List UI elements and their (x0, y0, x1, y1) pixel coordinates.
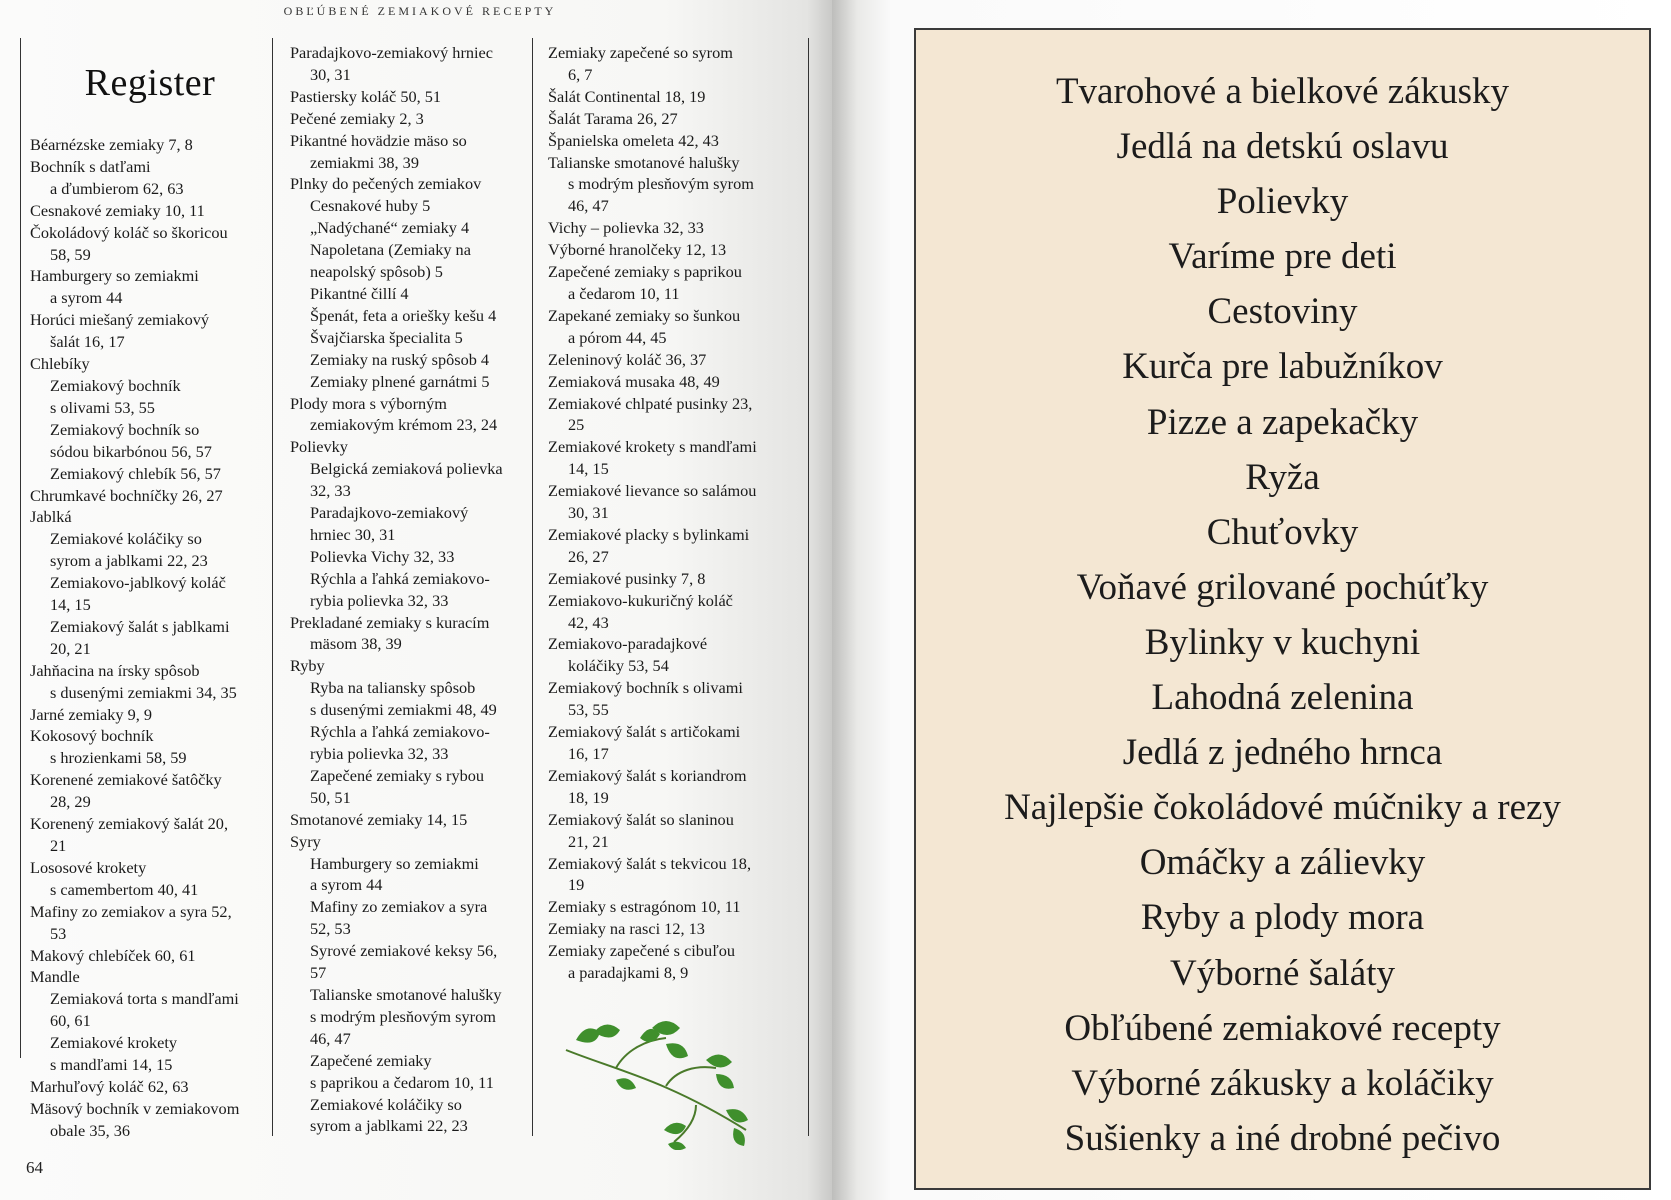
index-entry: hrniec 30, 31 (310, 524, 396, 544)
index-entry: 52, 53 (310, 919, 351, 939)
index-entry: s hrozienkami 58, 59 (50, 748, 187, 768)
series-box (914, 28, 1651, 1190)
index-entry: s dusenými zemiakmi 34, 35 (50, 682, 237, 702)
index-entry: Zemiakový bochník s olivami (548, 678, 743, 698)
index-entry: Korenený zemiakový šalát 20, (30, 814, 229, 834)
index-entry: Lososové krokety (30, 857, 147, 877)
index-entry: Zemiaková torta s mandľami (50, 989, 239, 1009)
index-entry: Zemiakovo-paradajkové (548, 634, 708, 654)
index-entry: 25 (568, 415, 585, 435)
index-entry: Jarné zemiaky 9, 9 (30, 704, 153, 724)
index-entry: Rýchla a ľahká zemiakovo- (310, 722, 490, 742)
series-title: Bylinky v kuchyni (1144, 621, 1421, 663)
index-entry: Plody mora s výborným (290, 393, 447, 413)
index-entry: s modrým plesňovým syrom (310, 1006, 496, 1026)
index-entry: Zemiakový šalát s tekvicou 18, (548, 853, 752, 873)
index-entry: 14, 15 (568, 459, 609, 479)
index-entry: Korenené zemiakové šatôčky (30, 770, 222, 790)
column-rule (532, 38, 533, 1136)
index-entry: „Nadýchané“ zemiaky 4 (310, 218, 470, 238)
index-entry: Ryby (290, 656, 325, 676)
column-rule (272, 38, 273, 1136)
index-entry: Zemiakový šalát s koriandrom (548, 765, 747, 785)
page-number: 64 (26, 1158, 43, 1177)
column-rule (20, 38, 21, 1058)
index-entry: Hamburgery so zemiakmi (310, 853, 479, 873)
series-title: Ryby a plody mora (1140, 897, 1425, 939)
index-entry: s dusenými zemiakmi 48, 49 (310, 700, 497, 720)
series-title: Sušienky a iné drobné pečivo (1064, 1117, 1501, 1159)
index-entry: Zapečené zemiaky (310, 1050, 432, 1070)
series-title: Jedlá na detskú oslavu (1116, 126, 1449, 168)
index-entry: 14, 15 (50, 595, 91, 615)
index-entry: 57 (310, 963, 327, 983)
index-entry: Pikantné čillí 4 (310, 283, 409, 303)
index-entry: Jablká (30, 507, 72, 527)
index-entry: Ryba na taliansky spôsob (310, 678, 476, 698)
series-title: Ryža (1245, 456, 1320, 498)
index-entry: koláčiky 53, 54 (568, 656, 669, 676)
index-entry: Zemiakový chlebík 56, 57 (50, 463, 221, 483)
index-entry: Španielska omeleta 42, 43 (548, 130, 719, 150)
index-entry: 60, 61 (50, 1011, 91, 1031)
index-entry: Napoletana (Zemiaky na (310, 240, 471, 260)
index-entry: 20, 21 (50, 638, 91, 658)
index-entry: 30, 31 (310, 64, 351, 84)
index-entry: sódou bikarbónou 56, 57 (50, 441, 212, 461)
series-title: Jedlá z jedného hrnca (1122, 732, 1443, 774)
index-entry: a syrom 44 (50, 288, 123, 308)
index-entry: Béarnézske zemiaky 7, 8 (30, 135, 193, 154)
index-entry: Zemiaky zapečené s cibuľou (548, 941, 735, 961)
index-entry: Zemiaky s estragónom 10, 11 (548, 897, 741, 917)
series-title: Pizze a zapekačky (1146, 401, 1419, 443)
index-entry: s olivami 53, 55 (50, 397, 155, 417)
index-entry: syrom a jablkami 22, 23 (50, 551, 208, 571)
index-column-3 (548, 42, 757, 984)
index-entry: Zemiakové lievance so salámou (548, 481, 757, 501)
series-title: Výborné šaláty (1169, 952, 1396, 994)
index-column-2 (290, 42, 503, 1137)
index-entry: Zemiakové krokety (50, 1033, 178, 1053)
index-entry: 46, 47 (310, 1028, 351, 1048)
index-entry: Šalát Continental 18, 19 (548, 86, 706, 106)
index-entry: a paradajkami 8, 9 (568, 963, 689, 983)
column-rule (808, 38, 809, 1136)
index-entry: 58, 59 (50, 244, 91, 264)
index-entry: Plnky do pečených zemiakov (290, 174, 482, 194)
series-title: Tvarohové a bielkové zákusky (1055, 71, 1510, 112)
index-entry: Zemiakové chlpaté pusinky 23, (548, 393, 753, 413)
index-entry: Zemiaky na rasci 12, 13 (548, 919, 705, 939)
index-entry: Polievky (290, 437, 348, 457)
index-entry: Výborné hranolčeky 12, 13 (548, 240, 727, 260)
index-entry: Jahňacina na írsky spôsob (30, 660, 200, 680)
index-entry: syrom a jablkami 22, 23 (310, 1116, 468, 1136)
index-entry: Polievka Vichy 32, 33 (310, 546, 455, 566)
index-entry: Pečené zemiaky 2, 3 (290, 108, 424, 128)
index-entry: neapolský spôsob) 5 (310, 262, 443, 282)
index-entry: a pórom 44, 45 (568, 327, 667, 347)
index-entry: Zemiakový bochník so (50, 419, 200, 439)
index-entry: Makový chlebíček 60, 61 (30, 945, 196, 965)
series-title: Najlepšie čokoládové múčniky a rezy (1004, 787, 1561, 829)
index-entry: a syrom 44 (310, 875, 383, 895)
index-column-1 (30, 134, 239, 1142)
index-entry: Syrové zemiakové keksy 56, (310, 941, 498, 961)
index-entry: Zemiaky na ruský spôsob 4 (310, 349, 490, 369)
index-entry: Prekladané zemiaky s kuracím (290, 612, 490, 632)
index-entry: Syry (290, 831, 321, 851)
index-entry: 46, 47 (568, 196, 609, 216)
index-entry: Mafiny zo zemiakov a syra (310, 897, 488, 917)
index-entry: Zemiakové koláčiky so (310, 1094, 462, 1114)
index-entry: Paradajkovo-zemiakový (310, 503, 469, 523)
index-entry: Talianske smotanové halušky (548, 152, 740, 172)
index-entry: 32, 33 (310, 481, 351, 501)
index-entry: Zemiaková musaka 48, 49 (548, 371, 720, 391)
index-entry: Zemiakovo-jablkový koláč (50, 573, 226, 593)
series-title: Omáčky a zálievky (1139, 842, 1426, 884)
index-entry: Zemiakový bochník (50, 375, 181, 395)
index-entry: a čedarom 10, 11 (568, 283, 680, 303)
index-entry: zemiakovým krémom 23, 24 (310, 415, 498, 435)
index-entry: Zemiakové placky s bylinkami (548, 524, 750, 544)
index-entry: Chrumkavé bochníčky 26, 27 (30, 485, 223, 505)
index-entry: rybia polievka 32, 33 (310, 744, 449, 763)
index-entry: 42, 43 (568, 612, 609, 632)
index-entry: 18, 19 (568, 787, 609, 807)
index-entry: Čokoládový koláč so škoricou (30, 222, 228, 242)
index-entry: Kokosový bochník (30, 726, 154, 746)
index-entry: Zemiaky plnené garnátmi 5 (310, 371, 490, 391)
index-entry: s modrým plesňovým syrom (568, 174, 754, 194)
index-entry: Zemiakové krokety s mandľami (548, 437, 757, 457)
index-entry: s mandľami 14, 15 (50, 1055, 173, 1075)
index-entry: 26, 27 (568, 546, 609, 566)
index-entry: Rýchla a ľahká zemiakovo- (310, 568, 490, 588)
index-entry: Mafiny zo zemiakov a syra 52, (30, 901, 232, 921)
index-entry: Pastiersky koláč 50, 51 (290, 86, 442, 106)
series-title: Výborné zákusky a koláčiky (1071, 1062, 1494, 1104)
series-title: Varíme pre deti (1168, 236, 1397, 278)
index-entry: Cesnakové huby 5 (310, 196, 431, 216)
series-title: Chuťovky (1206, 511, 1359, 553)
index-entry: a ďumbierom 62, 63 (50, 178, 184, 198)
index-entry: Marhuľový koláč 62, 63 (30, 1076, 189, 1096)
index-entry: 19 (568, 875, 585, 895)
index-entry: Chlebíky (30, 354, 90, 374)
index-entry: Zemiakovo-kukuričný koláč (548, 590, 733, 610)
index-entry: Hamburgery so zemiakmi (30, 266, 199, 286)
index-entry: Zapekané zemiaky so šunkou (548, 305, 741, 325)
index-entry: 21 (50, 836, 67, 855)
index-entry: Belgická zemiaková polievka (310, 459, 503, 479)
series-title: Polievky (1216, 181, 1349, 223)
index-entry: 30, 31 (568, 503, 609, 523)
index-entry: 53 (50, 923, 67, 943)
index-entry: mäsom 38, 39 (310, 634, 402, 654)
index-entry: Vichy – polievka 32, 33 (548, 218, 704, 238)
series-title: Kurča pre labužníkov (1122, 346, 1443, 388)
index-entry: 28, 29 (50, 792, 91, 812)
index-entry: 50, 51 (310, 787, 351, 807)
index-entry: Horúci miešaný zemiakový (30, 310, 210, 330)
index-entry: obale 35, 36 (50, 1120, 131, 1140)
index-entry: šalát 16, 17 (50, 332, 125, 352)
index-entry: Zemiakový šalát s jablkami (50, 616, 230, 636)
series-title: Voňavé grilované pochúťky (1076, 566, 1489, 608)
index-entry: Paradajkovo-zemiakový hrniec (290, 43, 493, 62)
index-entry: s camembertom 40, 41 (50, 879, 199, 899)
series-list (916, 64, 1649, 1166)
index-entry: 6, 7 (568, 64, 593, 84)
series-title: Obľúbené zemiakové recepty (1064, 1007, 1501, 1049)
index-entry: Mandle (30, 967, 80, 987)
series-title: Lahodná zelenina (1151, 677, 1414, 719)
index-entry: Smotanové zemiaky 14, 15 (290, 809, 468, 829)
index-entry: Mäsový bochník v zemiakovom (30, 1098, 240, 1118)
index-entry: rybia polievka 32, 33 (310, 590, 449, 610)
index-entry: Zemiakový šalát s artičokami (548, 722, 741, 742)
index-entry: Zapečené zemiaky s paprikou (548, 262, 742, 282)
index-entry: Zemiaky zapečené so syrom (548, 43, 733, 62)
index-entry: Šalát Tarama 26, 27 (548, 108, 678, 128)
index-entry: Zemiakové koláčiky so (50, 529, 202, 549)
index-entry: Zapečené zemiaky s rybou (310, 765, 485, 785)
index-entry: Švajčiarska špecialita 5 (310, 327, 463, 347)
index-entry: zemiakmi 38, 39 (310, 152, 419, 172)
register-title: Register (84, 62, 216, 105)
running-head: OBĽÚBENÉ ZEMIAKOVÉ RECEPTY (283, 4, 557, 18)
parsley-icon (556, 1010, 756, 1150)
index-entry: 53, 55 (568, 700, 609, 720)
index-entry: Cesnakové zemiaky 10, 11 (30, 200, 205, 220)
index-entry: Zemiakový šalát so slaninou (548, 809, 734, 829)
index-entry: Zemiakové pusinky 7, 8 (548, 568, 706, 588)
index-entry: Pikantné hovädzie mäso so (290, 130, 467, 150)
index-page (0, 0, 832, 1200)
index-entry: Špenát, feta a oriešky kešu 4 (310, 305, 497, 325)
index-entry: 16, 17 (568, 744, 609, 763)
series-title: Cestoviny (1207, 291, 1358, 333)
index-entry: Talianske smotanové halušky (310, 984, 502, 1004)
index-entry: Zeleninový koláč 36, 37 (548, 349, 707, 369)
index-entry: s paprikou a čedarom 10, 11 (310, 1072, 494, 1092)
index-entry: 21, 21 (568, 831, 609, 851)
index-entry: Bochník s datľami (30, 156, 151, 176)
